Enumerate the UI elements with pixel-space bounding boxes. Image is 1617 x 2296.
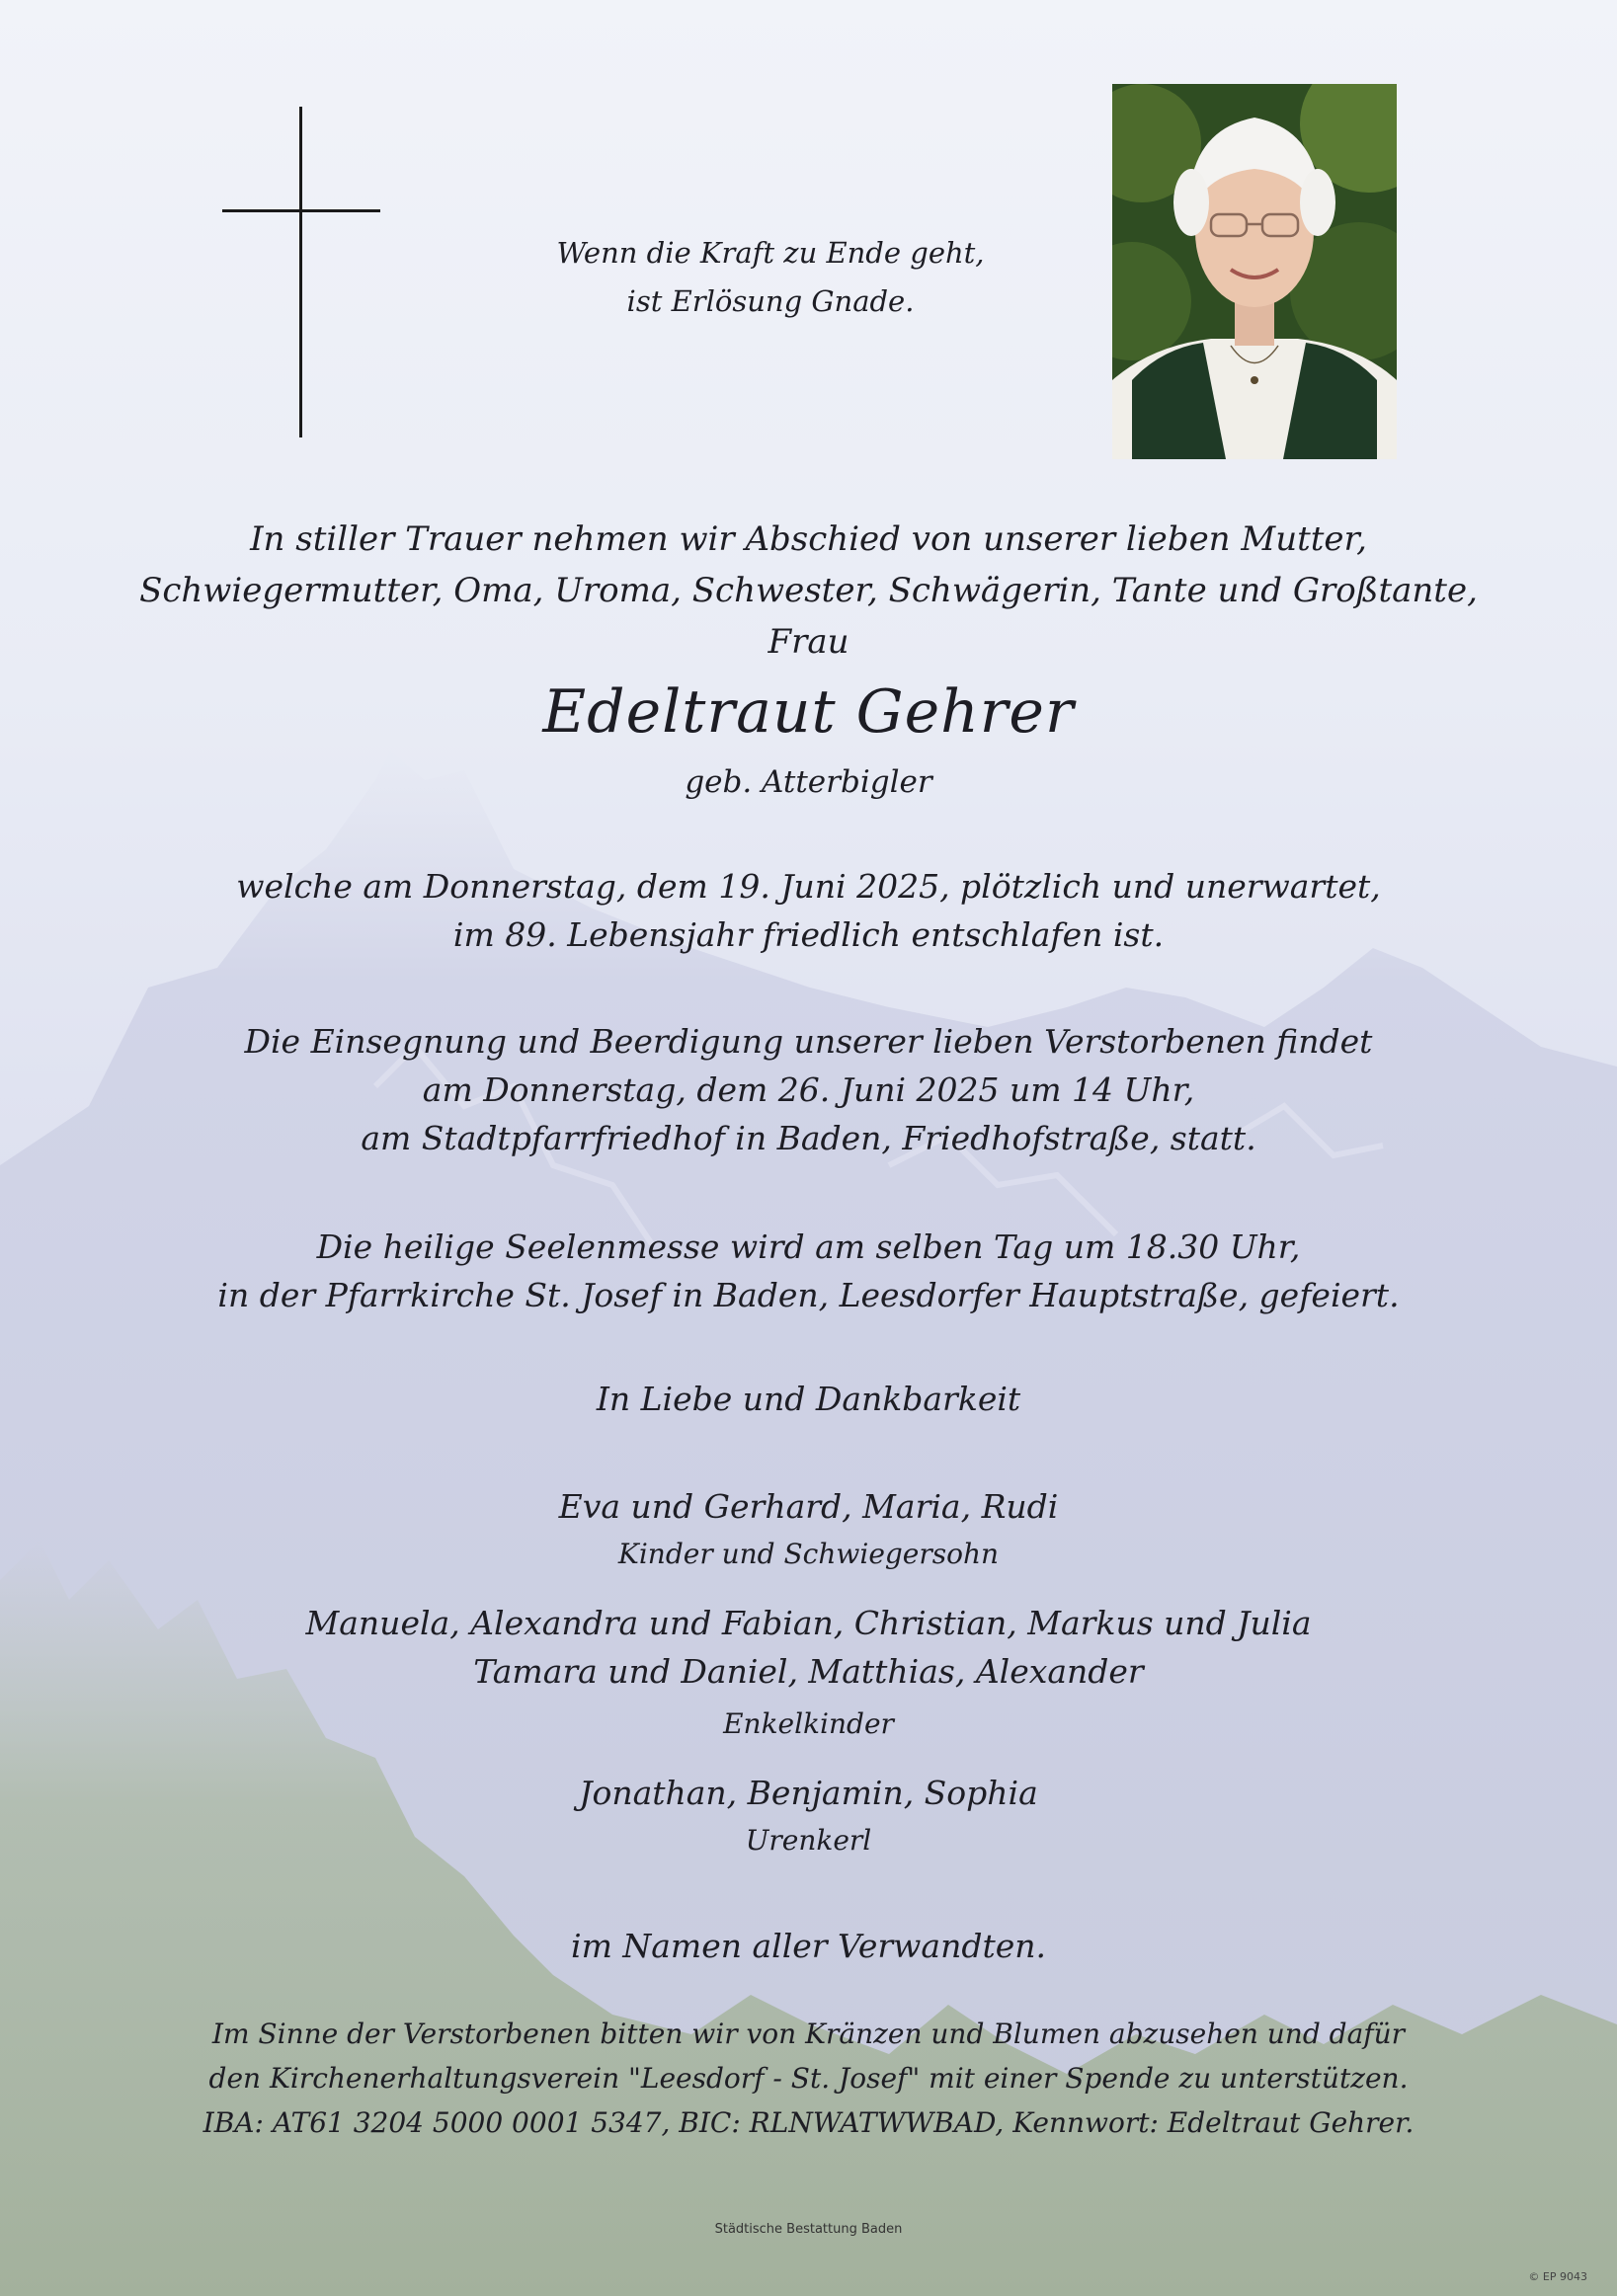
closing-phrase: In Liebe und Dankbarkeit	[596, 1380, 1021, 1418]
print-code: © EP 9043	[1528, 2270, 1587, 2283]
deceased-name: Edeltraut Gehrer	[542, 677, 1075, 747]
request-line: IBA: AT61 3204 5000 0001 5347, BIC: RLNWATWWBAD, Kennwort: Edeltraut Gehrer.	[202, 2106, 1415, 2139]
mass-line: Die heilige Seelenmesse wird am selben Tag um 18.30 Uhr,	[316, 1227, 1301, 1266]
portrait-image	[1112, 84, 1397, 459]
grandchildren-names	[99, 1599, 1518, 1696]
motto-line: ist Erlösung Gnade.	[626, 284, 915, 318]
request-line: Im Sinne der Verstorbenen bitten wir von Kränzen und Blumen abzusehen und dafür	[211, 2018, 1406, 2050]
death-line: welche am Donnerstag, dem 19. Juni 2025, plötzlich und unerwartet,	[236, 867, 1381, 906]
undertaker-name: Städtische Bestattung Baden	[714, 2222, 903, 2237]
funeral-info	[99, 1017, 1518, 1162]
request-line: den Kirchenerhaltungsverein "Leesdorf - St. Josef" mit einer Spende zu unterstützen.	[208, 2062, 1409, 2095]
mass-line: in der Pfarrkirche St. Josef in Baden, Leesdorfer Hauptstraße, gefeiert.	[217, 1276, 1400, 1314]
funeral-line: Die Einsegnung und Beerdigung unserer lieben Verstorbenen findet	[244, 1022, 1373, 1061]
death-line: im 89. Lebensjahr friedlich entschlafen ist.	[452, 915, 1165, 954]
cross-icon	[222, 107, 380, 437]
intro-line: In stiller Trauer nehmen wir Abschied von unserer lieben Mutter,	[250, 519, 1367, 559]
death-notice	[99, 862, 1518, 959]
funeral-line: am Stadtpfarrfriedhof in Baden, Friedhofstraße, statt.	[361, 1119, 1256, 1157]
children-names: Eva und Gerhard, Maria, Rudi	[558, 1487, 1059, 1526]
motto-quote	[474, 229, 1067, 326]
great-grandchildren-names: Jonathan, Benjamin, Sophia	[579, 1774, 1038, 1812]
children-role: Kinder und Schwiegersohn	[617, 1538, 1000, 1570]
portrait-photo	[1112, 84, 1397, 459]
intro-line: Schwiegermutter, Oma, Uroma, Schwester, Schwägerin, Tante und Großtante, Frau	[139, 571, 1478, 662]
motto-line: Wenn die Kraft zu Ende geht,	[556, 236, 985, 270]
funeral-line: am Donnerstag, dem 26. Juni 2025 um 14 Uhr,	[422, 1070, 1195, 1109]
grandchildren-line: Tamara und Daniel, Matthias, Alexander	[473, 1652, 1144, 1691]
maiden-name: geb. Atterbigler	[685, 764, 932, 800]
mass-info	[99, 1223, 1518, 1319]
intro-text	[99, 514, 1518, 668]
donation-request	[99, 2012, 1518, 2145]
relatives-line: im Namen aller Verwandten.	[571, 1927, 1046, 1965]
great-grandchildren-role: Urenkerl	[745, 1824, 872, 1857]
grandchildren-role: Enkelkinder	[723, 1707, 894, 1740]
grandchildren-line: Manuela, Alexandra und Fabian, Christian, Markus und Julia	[305, 1604, 1312, 1642]
